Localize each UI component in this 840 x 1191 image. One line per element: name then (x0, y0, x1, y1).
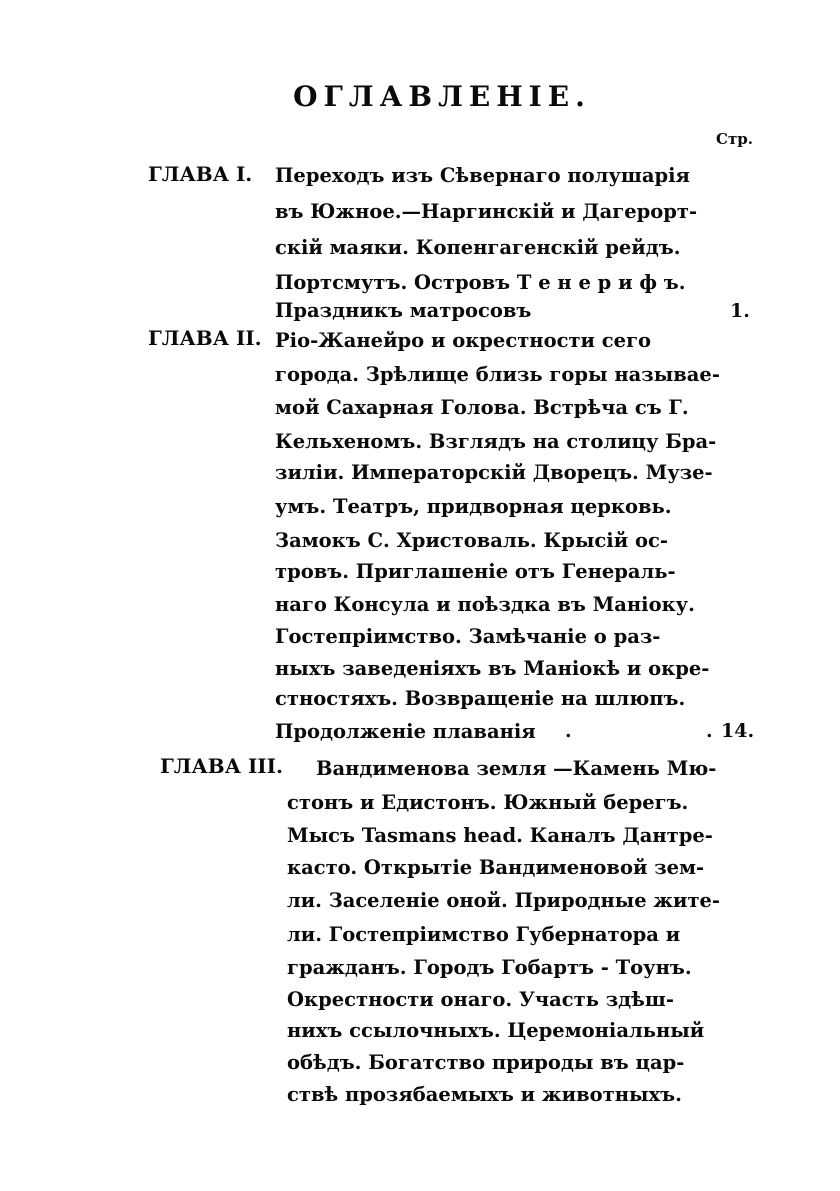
chapter-line: ли. Гостепріимство Губернатора и (287, 923, 681, 946)
chapter-line: Праздникъ матросовъ (275, 299, 532, 322)
chapter-line: тровъ. Приглашеніе отъ Генераль- (275, 560, 676, 583)
chapter-line: Переходъ изъ Сѣвернаго полушарія (275, 164, 690, 187)
chapter-line: Кельхеномъ. Взглядъ на столицу Бра- (275, 430, 717, 453)
chapter-line: зиліи. Императорскій Дворецъ. Музе- (275, 461, 713, 484)
chapter-line: стонъ и Едистонъ. Южный берегъ. (287, 791, 689, 814)
page-column-label: Стр. (716, 130, 753, 148)
chapter-line: скій маяки. Копенгагенскій рейдъ. (275, 236, 681, 259)
chapter-line: Ріо-Жанейро и окрестности сего (275, 329, 652, 352)
chapter-label: ГЛАВА II. (148, 326, 262, 350)
leader-dot: . (565, 720, 572, 742)
chapter-line: Портсмутъ. Островъ Т е н е р и ф ъ. (275, 271, 686, 294)
chapter-line: наго Консула и поѣздка въ Маніоку. (275, 593, 695, 616)
page-title: ОГЛАВЛЕНІЕ. (293, 80, 591, 113)
page-number: 1. (730, 300, 750, 322)
chapter-line: ствѣ прозябаемыхъ и животныхъ. (287, 1083, 682, 1106)
chapter-line: города. Зрѣлище близь горы называе- (275, 363, 720, 386)
chapter-line: стностяхъ. Возвращеніе на шлюпъ. (275, 687, 686, 710)
chapter-line: въ Южное.—Наргинскій и Дагерорт- (275, 200, 698, 223)
chapter-line: обѣдъ. Богатство природы въ цар- (287, 1051, 685, 1074)
chapter-line: Мысъ Tasmans head. Каналъ Дантре- (287, 824, 713, 847)
chapter-line: Продолженіе плаванія (275, 720, 536, 743)
chapter-line: ли. Заселеніе оной. Природные жите- (287, 889, 720, 912)
chapter-line: нихъ ссылочныхъ. Церемоніальный (287, 1019, 705, 1042)
page-number: 14. (721, 720, 755, 742)
chapter-line: умъ. Театръ, придворная церковь. (275, 495, 672, 518)
chapter-label: ГЛАВА I. (148, 162, 253, 186)
leader-dot: . (706, 720, 713, 742)
chapter-line: гражданъ. Городъ Гобартъ - Тоунъ. (287, 956, 692, 979)
chapter-line: ныхъ заведеніяхъ въ Маніокѣ и окре- (275, 657, 710, 680)
chapter-line: мой Сахарная Голова. Встрѣча съ Г. (275, 396, 689, 419)
chapter-line: Окрестности онаго. Участь здѣш- (287, 988, 674, 1011)
chapter-line: Замокъ С. Христоваль. Крысій ос- (275, 529, 668, 552)
chapter-line: Вандименова земля —Камень Мю- (316, 757, 717, 780)
chapter-line: Гостепріимство. Замѣчаніе о раз- (275, 625, 661, 648)
chapter-label: ГЛАВА III. (160, 754, 283, 778)
chapter-line: кастo. Открытіе Вандименовой зем- (287, 856, 705, 879)
